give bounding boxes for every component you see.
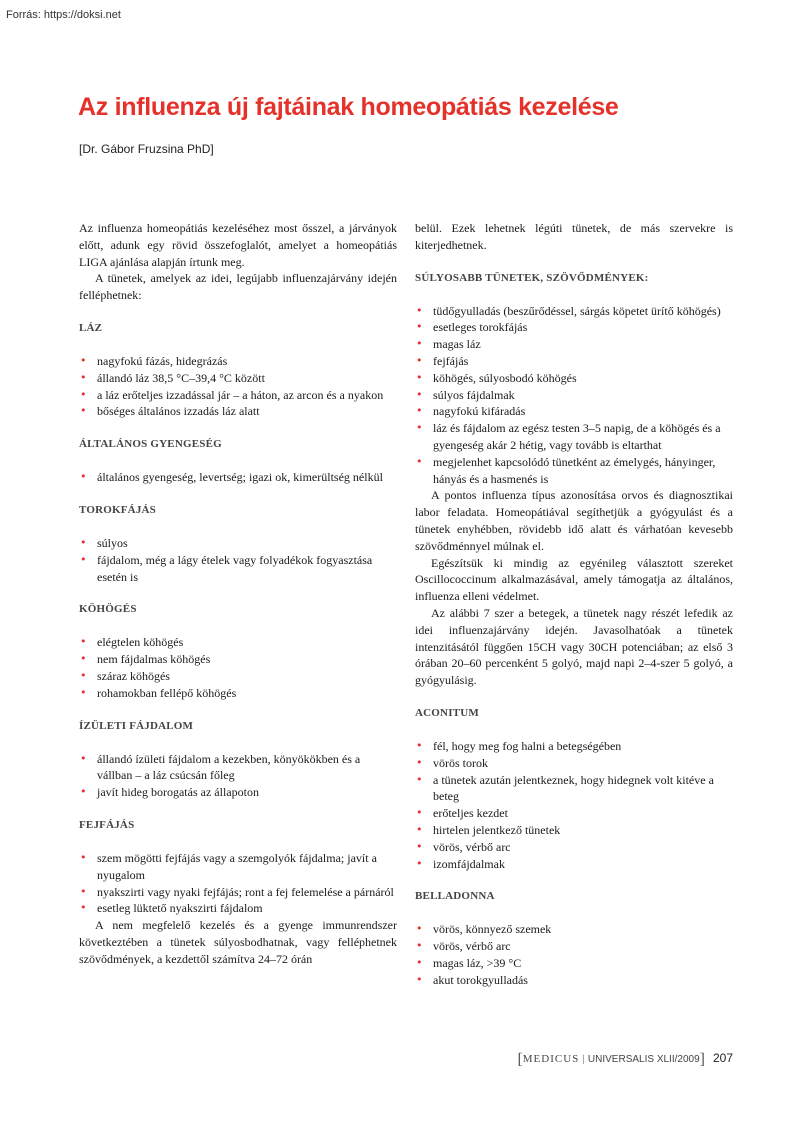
- list-item: • köhögés, súlyosbodó köhögés: [415, 370, 733, 387]
- section-heading-laz: LÁZ: [79, 321, 103, 334]
- continuation-paragraph: belül. Ezek lehetnek légúti tünetek, de más szervekre is kiterjedhetnek.: [415, 221, 733, 252]
- remedy-list-aconitum: [415, 738, 733, 872]
- section-heading-aconitum: ACONITUM: [415, 706, 479, 719]
- magazine-issue: UNIVERSALIS XLII/2009: [587, 1054, 700, 1065]
- symptom-list-laz: [79, 353, 397, 420]
- intro-paragraph-2: A tünetek, amelyek az idei, legújabb influenzajárvány idején felléphetnek:: [79, 271, 397, 303]
- list-item: • vörös, könnyező szemek: [415, 921, 733, 938]
- list-item: • száraz köhögés: [79, 668, 397, 685]
- outro-paragraph: A nem megfelelő kezelés és a gyenge immunrendszer következtében a tünetek súlyosbodhatnak, vagy felléphetnek szövődmények, a kezdettől számítva 24–72 órán: [79, 918, 397, 966]
- footer-bracket-open: [: [517, 1051, 523, 1068]
- section-heading-fejfajas: FEJFÁJÁS: [79, 818, 135, 831]
- source-note: Forrás: https://doksi.net: [6, 9, 121, 21]
- section-heading-izuleti: ÍZÜLETI FÁJDALOM: [79, 719, 194, 732]
- list-item: • javít hideg borogatás az állapoton: [79, 784, 397, 801]
- body-paragraph: Egészítsük ki mindig az egyénileg választott szereket Oscillococcinum alkalmazásával, amely támogatja az általános, influenza elleni védelmet.: [415, 555, 733, 604]
- symptom-list-gyengeseg: [79, 469, 397, 486]
- list-item: • a tünetek azután jelentkeznek, hogy hidegnek volt kitéve a beteg: [415, 772, 733, 806]
- symptom-list-torokfajas: [79, 535, 397, 585]
- list-item: • szem mögötti fejfájás vagy a szemgolyók fájdalma; javít a nyugalom: [79, 850, 397, 884]
- list-item: • fél, hogy meg fog halni a betegségében: [415, 738, 733, 755]
- list-item: • akut torokgyulladás: [415, 972, 733, 989]
- list-item: • magas láz, >39 °C: [415, 955, 733, 972]
- list-item: • súlyos fájdalmak: [415, 387, 733, 404]
- list-item: • fájdalom, még a lágy ételek vagy folyadékok fogyasztása esetén is: [79, 552, 397, 586]
- footer-bracket-close: ]: [699, 1051, 705, 1068]
- section-heading-kohoges: KÖHÖGÉS: [79, 603, 137, 616]
- list-item: • vörös, vérbő arc: [415, 839, 733, 856]
- list-item: • erőteljes kezdet: [415, 805, 733, 822]
- magazine-name: MEDICUS: [522, 1053, 580, 1065]
- list-item: • vörös, vérbő arc: [415, 938, 733, 955]
- list-item: • fejfájás: [415, 353, 733, 370]
- list-item: • súlyos: [79, 535, 397, 552]
- right-column: [415, 220, 733, 988]
- list-item: • nagyfokú kifáradás: [415, 403, 733, 420]
- footer-separator: |: [582, 1054, 585, 1065]
- page-number: 207: [712, 1051, 733, 1065]
- list-item: • hirtelen jelentkező tünetek: [415, 822, 733, 839]
- section-heading-torokfajas: TOROKFÁJÁS: [79, 503, 156, 516]
- list-item: • magas láz: [415, 336, 733, 353]
- list-item: • láz és fájdalom az egész testen 3–5 napig, de a köhögés és a gyengeség akár 2 hétig, vagy tovább is eltarthat: [415, 420, 733, 454]
- list-item: • vörös torok: [415, 755, 733, 772]
- list-item: • megjelenhet kapcsolódó tünetként az émelygés, hányinger, hányás és a hasmenés is: [415, 454, 733, 488]
- list-item: • nagyfokú fázás, hidegrázás: [79, 353, 397, 370]
- intro-paragraph: Az influenza homeopátiás kezeléséhez most ősszel, a járványok előtt, adunk egy rövid összefoglalót, amelyet a homeopátiás LIGA ajánlása alapján írtunk meg.: [79, 221, 397, 269]
- symptom-list-kohoges: [79, 634, 397, 701]
- body-paragraph: A pontos influenza típus azonosítása orvos és diagnosztikai labor feladata. Homeopátiával segíthetjük a gyógyulást és a tünetek enyhébben, rövidebb idő alatt és várhatóan kevesebb szövődménnyel múlnak el.: [415, 488, 733, 553]
- list-item: • tüdőgyulladás (beszűrődéssel, sárgás köpetet ürítő köhögés): [415, 303, 733, 320]
- section-heading-belladonna: BELLADONNA: [415, 890, 495, 903]
- list-item: • bőséges általános izzadás láz alatt: [79, 403, 397, 420]
- symptom-list-fejfajas: [79, 850, 397, 917]
- author-line: [Dr. Gábor Fruzsina PhD]: [79, 142, 214, 156]
- list-item: • állandó ízületi fájdalom a kezekben, könyökökben és a vállban – a láz csúcsán főleg: [79, 751, 397, 785]
- list-item: • izomfájdalmak: [415, 856, 733, 873]
- list-item: • a láz erőteljes izzadással jár – a háton, az arcon és a nyakon: [79, 387, 397, 404]
- article-title: Az influenza új fajtáinak homeopátiás kezelése: [78, 93, 619, 121]
- left-column: [79, 220, 397, 968]
- section-heading-gyengeseg: ÁLTALÁNOS GYENGESÉG: [79, 438, 222, 451]
- section-heading-sulyosabb: SÚLYOSABB TÜNETEK, SZÖVŐDMÉNYEK:: [415, 271, 649, 284]
- list-item: • állandó láz 38,5 °C–39,4 °C között: [79, 370, 397, 387]
- list-item: • rohamokban fellépő köhögés: [79, 685, 397, 702]
- remedy-list-belladonna: [415, 921, 733, 988]
- list-item: • nem fájdalmas köhögés: [79, 651, 397, 668]
- list-item: • általános gyengeség, levertség; igazi ok, kimerültség nélkül: [79, 469, 397, 486]
- list-item: • esetleges torokfájás: [415, 319, 733, 336]
- list-item: • esetleg lüktető nyakszirti fájdalom: [79, 900, 397, 917]
- list-item: • nyakszirti vagy nyaki fejfájás; ront a fej felemelése a párnáról: [79, 884, 397, 901]
- page-footer: [517, 1049, 733, 1067]
- symptom-list-sulyosabb: [415, 303, 733, 488]
- body-paragraph: Az alábbi 7 szer a betegek, a tünetek nagy részét lefedik az idei influenzajárvány idején. Javasolhatóak a tünetek intenzitásától függően 15CH vagy 30CH potenciában; az első 3 órában 20–60 percenként 5 golyó, majd napi 2–4-szer 5 golyó, a gyógyulásig.: [415, 605, 733, 688]
- list-item: • elégtelen köhögés: [79, 634, 397, 651]
- symptom-list-izuleti: [79, 751, 397, 801]
